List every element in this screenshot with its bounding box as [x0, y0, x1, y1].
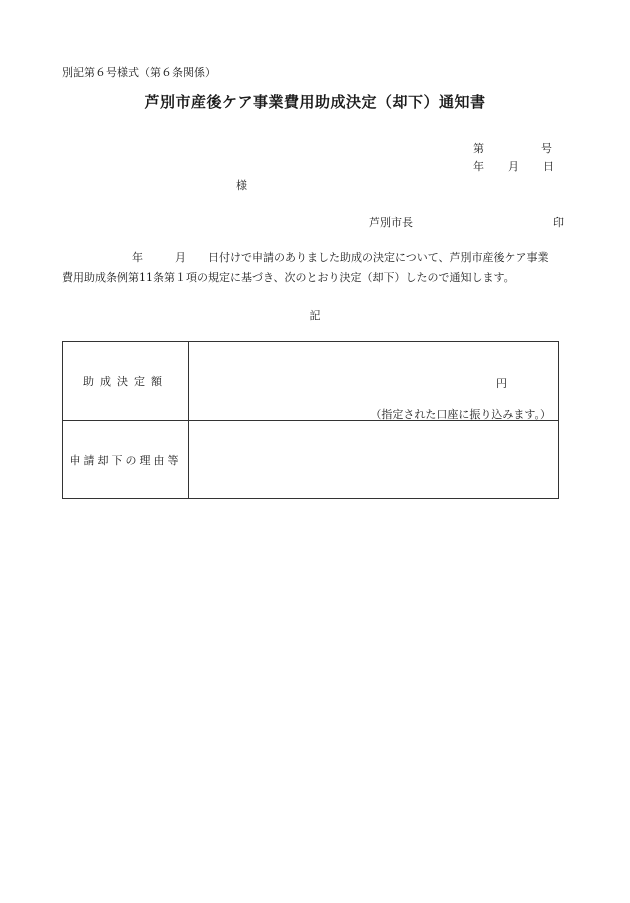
grant-amount-label: 助成決定額: [63, 342, 189, 421]
document-title: 芦別市産後ケア事業費用助成決定（却下）通知書: [144, 93, 486, 111]
date-year-label: 年: [473, 160, 484, 173]
addressee-honorific: 様: [236, 179, 247, 192]
grant-amount-cell: [189, 342, 559, 421]
doc-number-suffix: 号: [541, 142, 552, 155]
decision-table: [62, 341, 559, 499]
seal-mark: 印: [553, 216, 564, 229]
date-day-label: 日: [543, 160, 554, 173]
notice-body: [62, 248, 568, 288]
body-line1: 日付けで申請のありました助成の決定について、芦別市産後ケア事業: [208, 251, 549, 264]
date-month-label: 月: [508, 160, 519, 173]
transfer-note: （指定された口座に振り込みます。）: [370, 408, 551, 421]
doc-number-prefix: 第: [473, 142, 484, 155]
body-date-year: 年: [132, 251, 143, 264]
table-row: [63, 421, 559, 499]
table-row: [63, 342, 559, 421]
rejection-reason-cell: [189, 421, 559, 499]
body-date-month: 月: [175, 251, 186, 264]
yen-unit: 円: [496, 377, 507, 390]
issuer-name: 芦別市長: [369, 216, 413, 229]
body-line2: 費用助成条例第11条第１項の規定に基づき、次のとおり決定（却下）したので通知します。: [62, 271, 515, 284]
ki-heading: 記: [309, 309, 321, 322]
form-number-label: 別記第６号様式（第６条関係）: [62, 66, 216, 79]
rejection-reason-label: 申請却下の理由等: [63, 421, 189, 499]
